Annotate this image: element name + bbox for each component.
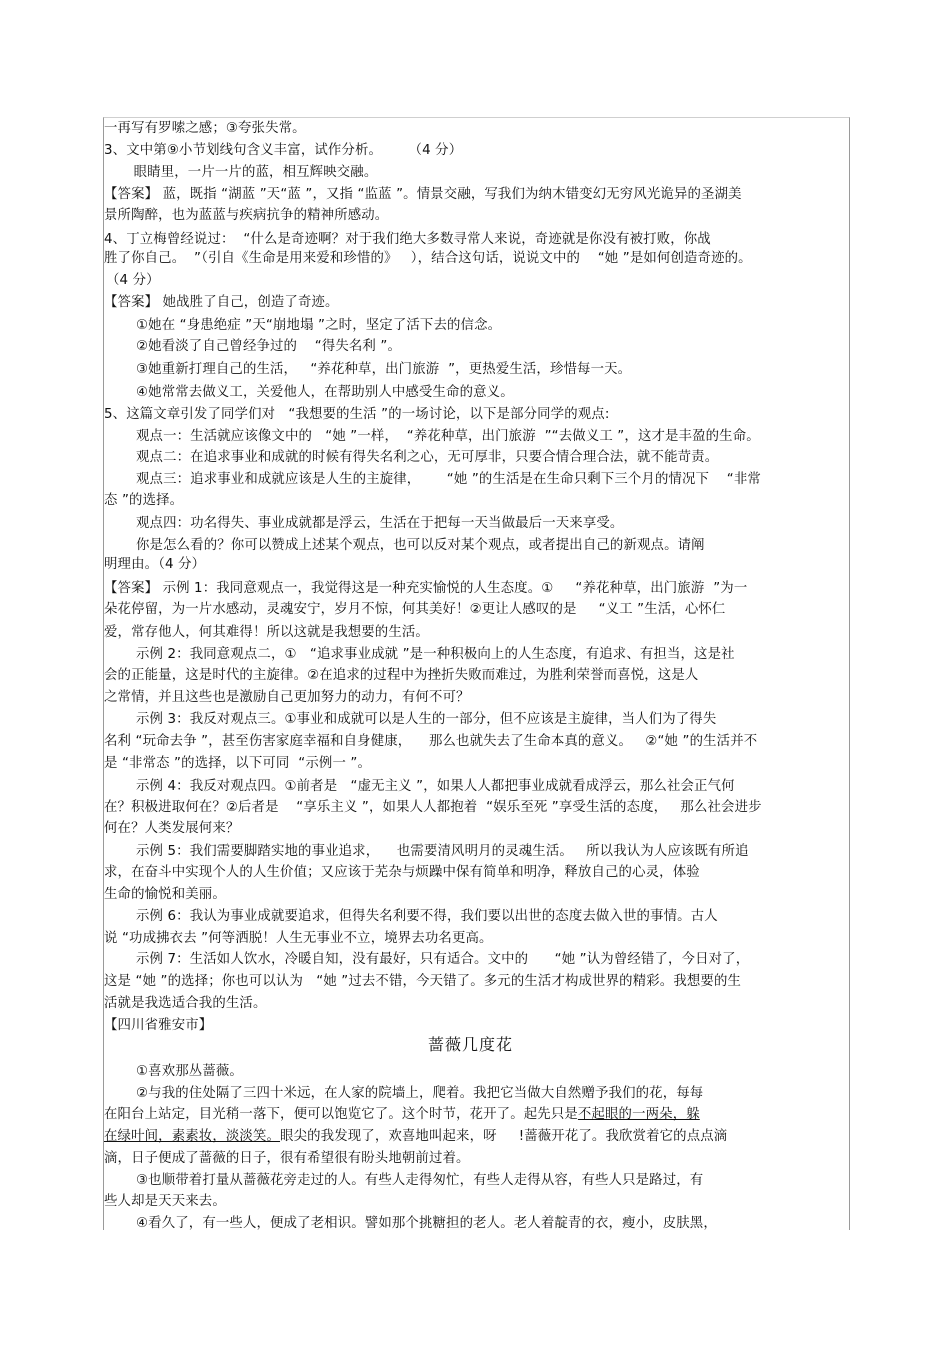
text-line: 活就是我选适合我的生活。 <box>104 996 267 1011</box>
text-line: 名利 “玩命去争 ”，甚至伤害家庭幸福和自身健康， 那么也就失去了生命本真的意义。 ②“她 ”的生活并不 <box>104 734 758 749</box>
story-line: 些人却是天天来去。 <box>104 1194 226 1209</box>
story-line <box>104 1128 727 1146</box>
text-line: 爱，常存他人，何其难得！所以这就是我想要的生活。 <box>104 625 429 640</box>
story-paragraph: ②与我的住处隔了三四十米远，在人家的院墙上，爬着。我把它当做大自然赠予我们的花，每每 <box>136 1086 704 1101</box>
answer-point: ③她重新打理自己的生活， “养花种草，出门旅游 ”，更热爱生活，珍惜每一天。 <box>136 362 632 377</box>
story-line: 滴，日子便成了蔷薇的日子，很有希望很有盼头地朝前过着。 <box>104 1151 470 1166</box>
question-3: 3、文中第⑨小节划线句含义丰富，试作分析。 （4 分） <box>104 143 463 158</box>
text-line: 生命的愉悦和美丽。 <box>104 887 226 902</box>
question-4: 4、丁立梅曾经说过： “什么是奇迹啊？对于我们绝大多数寻常人来说，奇迹就是你没有被打败，你战 <box>104 232 711 247</box>
viewpoint: 观点一：生活就应该像文中的 “她 ”一样， “养花种草，出门旅游 ”“去做义工 ”，这才是丰盈的生命。 <box>136 429 760 444</box>
text-line: 在？积极进取何在？②后者是 “享乐主义 ”，如果人人都抱着 “娱乐至死 ”享受生活的态度， 那么社会进步 <box>104 800 762 815</box>
story-paragraph: ③也顺带着打量从蔷薇花旁走过的人。有些人走得匆忙，有些人走得从容，有些人只是路过，有 <box>136 1173 704 1188</box>
text-line: 求，在奋斗中实现个人的人生价值；又应该于芜杂与烦躁中保有简单和明净，释放自己的心灵，体验 <box>104 865 700 880</box>
example: 示例 3：我反对观点三。①事业和成就可以是人生的一部分，但不应该是主旋律，当人们为了得失 <box>136 712 717 727</box>
viewpoint: 观点四：功名得失、事业成就都是浮云，生活在于把每一天当做最后一天来享受。 <box>136 516 624 531</box>
story-paragraph: ④看久了，有一些人，便成了老相识。譬如那个挑糖担的老人。老人着靛青的衣，瘦小，皮肤黑， <box>136 1216 717 1231</box>
viewpoint: 观点三：追求事业和成就应该是人生的主旋律， “她 ”的生活是在生命只剩下三个月的情况下 “非常 <box>136 472 761 487</box>
story-title: 蔷薇几度花 <box>428 1035 514 1054</box>
story-paragraph: ①喜欢那丛蔷薇。 <box>136 1064 243 1079</box>
example: 示例 6：我认为事业成就要追求，但得失名利要不得，我们要以出世的态度去做入世的事情。古人 <box>136 909 718 924</box>
answer-5: 【答案】 示例 1：我同意观点一，我觉得这是一种充实愉悦的人生态度。① “养花种草，出门旅游 ”为一 <box>104 581 748 596</box>
answer-point: ④她常常去做义工，关爱他人，在帮助别人中感受生命的意义。 <box>136 385 514 400</box>
answer-point: ②她看淡了自己曾经争过的 “得失名利 ”。 <box>136 339 402 354</box>
answer-3: 【答案】 蓝，既指 “湖蓝 ”天“蓝 ”，又指 “监蓝 ”。情景交融，写我们为纳木错变幻无穷风光诡异的圣湖美 <box>104 187 742 202</box>
underlined-sentence: 在绿叶间，素素妆，淡淡笑。 <box>104 1129 281 1144</box>
answer-4: 【答案】 她战胜了自己，创造了奇迹。 <box>104 295 339 310</box>
story-text: 眼尖的我发现了，欢喜地叫起来，呀 !蔷薇开花了。我欣赏着它的点点滴 <box>280 1129 728 1144</box>
text-line: 态 ”的选择。 <box>104 493 184 508</box>
example: 示例 5：我们需要脚踏实地的事业追求， 也需要清风明月的灵魂生活。 所以我认为人应该既有所追 <box>136 844 749 859</box>
text-line: 会的正能量，这是时代的主旋律。②在追求的过程中为挫折失败而难过，为胜利荣誉而喜悦，这是人 <box>104 668 699 683</box>
viewpoint: 观点二：在追求事业和成就的时候有得失名利之心，无可厚非，只要合情合理合法，就不能苛责。 <box>136 450 719 465</box>
text-line: 说 “功成拂衣去 ”何等洒脱！人生无事业不立，境界去功名更高。 <box>104 931 493 946</box>
example: 示例 4：我反对观点四。①前者是 “虚无主义 ”，如果人人都把事业成就看成浮云，那么社会正气何 <box>136 779 735 794</box>
text-line: 景所陶醉，也为蓝蓝与疾病抗争的精神所感动。 <box>104 208 389 223</box>
underlined-sentence: 不起眼的一两朵，躲 <box>577 1107 700 1122</box>
text-line: 这是 “她 ”的选择；你也可以认为 “她 ”过去不错，今天错了。多元的生活才构成世界的精彩。我想要的生 <box>104 974 742 989</box>
story-line <box>104 1106 700 1124</box>
source-label: 【四川省雅安市】 <box>104 1018 213 1033</box>
text-line: 是 “非常态 ”的选择，以下可同 “示例一 ”。 <box>104 756 372 771</box>
example: 示例 2：我同意观点二，① “追求事业成就 ”是一种积极向上的人生态度，有追求、有担当，这是社 <box>136 647 735 662</box>
text-line: 明理由。（4 分） <box>104 557 206 572</box>
text-line: 朵花停留，为一片水感动，灵魂安宁，岁月不惊，何其美好！②更让人感叹的是 “义工 ”生活，心怀仁 <box>104 602 726 617</box>
text-line: 你是怎么看的？你可以赞成上述某个观点，也可以反对某个观点，或者提出自己的新观点。请阐 <box>136 538 705 553</box>
example: 示例 7：生活如人饮水，冷暖自知，没有最好，只有适合。文中的 “她 ”认为曾经错了，今日对了， <box>136 952 750 967</box>
score-label: （4 分） <box>106 273 160 288</box>
text-line: 何在？人类发展何来？ <box>104 821 240 836</box>
text-line: 胜了你自己。 ”（引自《生命是用来爱和珍惜的》 ），结合这句话，说说文中的 “她 ”是如何创造奇迹的。 <box>104 251 752 266</box>
story-text: 在阳台上站定，目光稍一落下，便可以饱览它了。这个时节，花开了。起先只是 <box>104 1107 578 1122</box>
question-5: 5、这篇文章引发了同学们对 “我想要的生活 ”的一场讨论，以下是部分同学的观点: <box>104 407 610 422</box>
text-line: 之常情，并且这些也是激励自己更加努力的动力，有何不可？ <box>104 690 470 705</box>
text-line: 一再写有罗嗦之感；③夸张失常。 <box>104 121 306 136</box>
answer-point: ①她在 “身患绝症 ”天“崩地塌 ”之时，坚定了活下去的信念。 <box>136 318 502 333</box>
quoted-sentence: 眼睛里，一片一片的蓝，相互辉映交融。 <box>116 165 378 180</box>
